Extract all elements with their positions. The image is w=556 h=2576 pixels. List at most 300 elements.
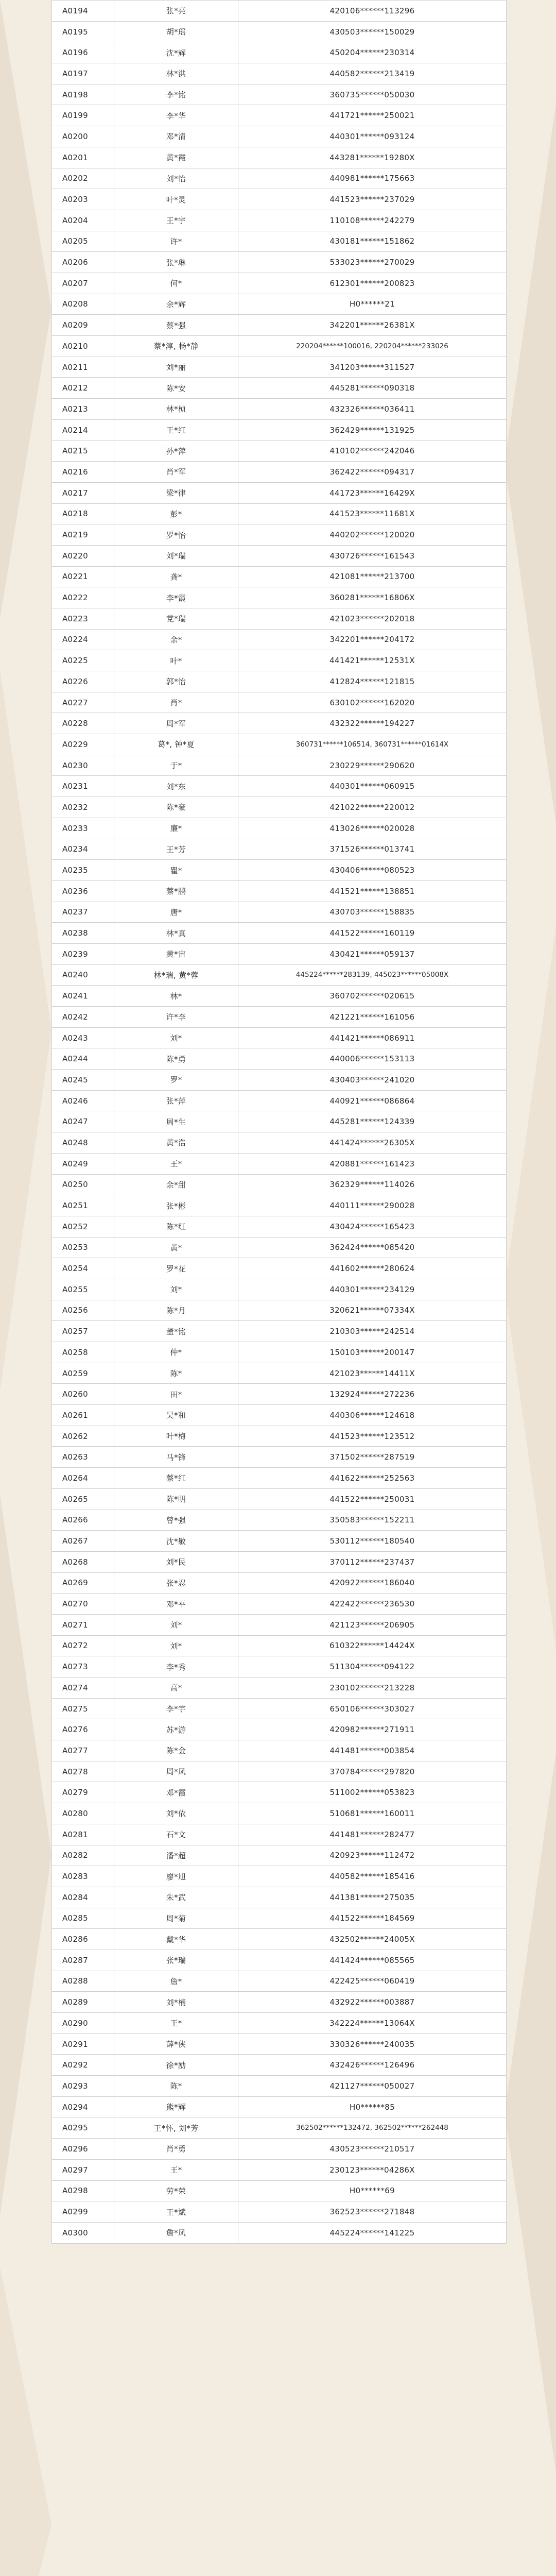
name-cell: 周*菊 — [114, 1908, 238, 1929]
table-row — [52, 524, 507, 546]
table-row — [52, 1258, 507, 1279]
id-number-cell: 421023******14411X — [238, 1363, 507, 1384]
record-id-cell: A0254 — [52, 1258, 114, 1279]
id-number-cell: 220204******100016, 220204******233026 — [238, 336, 507, 357]
name-cell: 曾*强 — [114, 1510, 238, 1531]
name-cell: 罗*花 — [114, 1258, 238, 1279]
table-row — [52, 440, 507, 462]
name-cell: 王*斌 — [114, 2201, 238, 2223]
record-id-cell: A0219 — [52, 524, 114, 546]
table-row — [52, 692, 507, 713]
table-row — [52, 419, 507, 440]
record-id-cell: A0295 — [52, 2117, 114, 2139]
record-id-cell: A0211 — [52, 357, 114, 378]
table-row — [52, 462, 507, 483]
table-row — [52, 545, 507, 566]
name-cell: 林* — [114, 986, 238, 1007]
name-cell: 刘*民 — [114, 1551, 238, 1572]
name-cell: 蔡*红 — [114, 1468, 238, 1489]
record-id-cell: A0226 — [52, 671, 114, 692]
record-id-cell: A0246 — [52, 1090, 114, 1111]
table-row — [52, 1, 507, 22]
table-row — [52, 1153, 507, 1174]
record-id-cell: A0290 — [52, 2013, 114, 2034]
table-row — [52, 1782, 507, 1803]
table-row — [52, 1007, 507, 1028]
table-row — [52, 231, 507, 252]
record-id-cell: A0292 — [52, 2055, 114, 2076]
name-cell: 詹*凤 — [114, 2222, 238, 2243]
record-id-cell: A0221 — [52, 566, 114, 587]
table-row — [52, 168, 507, 189]
id-number-cell: 440582******185416 — [238, 1866, 507, 1887]
name-cell: 周*凤 — [114, 1761, 238, 1782]
name-cell: 周*军 — [114, 713, 238, 734]
id-number-cell: 440306******124618 — [238, 1405, 507, 1426]
name-cell: 刘* — [114, 1279, 238, 1300]
id-number-cell: 441481******282477 — [238, 1824, 507, 1845]
name-cell: 刘*怡 — [114, 168, 238, 189]
table-row — [52, 1740, 507, 1761]
id-number-cell: 132924******272236 — [238, 1384, 507, 1405]
record-id-cell: A0240 — [52, 964, 114, 986]
name-cell: 叶*梅 — [114, 1426, 238, 1447]
table-row — [52, 964, 507, 986]
id-number-cell: 360735******050030 — [238, 84, 507, 105]
table-row — [52, 1048, 507, 1070]
record-id-cell: A0233 — [52, 818, 114, 839]
table-row — [52, 210, 507, 231]
table-row — [52, 1971, 507, 1992]
name-cell: 葛*, 钟*夏 — [114, 734, 238, 755]
id-number-cell: H0******69 — [238, 2180, 507, 2201]
record-id-cell: A0209 — [52, 315, 114, 336]
name-cell: 周*生 — [114, 1111, 238, 1132]
record-id-cell: A0200 — [52, 126, 114, 147]
table-row — [52, 587, 507, 608]
id-number-cell: 360281******16806X — [238, 587, 507, 608]
id-number-cell: 440202******120020 — [238, 524, 507, 546]
name-cell: 罗* — [114, 1070, 238, 1091]
id-number-cell: 440301******234129 — [238, 1279, 507, 1300]
record-id-cell: A0270 — [52, 1594, 114, 1615]
id-number-cell: 450204******230314 — [238, 42, 507, 63]
table-row — [52, 1174, 507, 1195]
table-row — [52, 1090, 507, 1111]
table-row — [52, 1635, 507, 1656]
record-id-cell: A0243 — [52, 1027, 114, 1048]
table-row — [52, 1195, 507, 1216]
record-id-cell: A0273 — [52, 1656, 114, 1677]
record-id-cell: A0198 — [52, 84, 114, 105]
name-cell: 高* — [114, 1677, 238, 1699]
name-cell: 王*芳 — [114, 839, 238, 860]
name-cell: 刘*东 — [114, 776, 238, 797]
record-id-cell: A0260 — [52, 1384, 114, 1405]
id-number-cell: 230229******290620 — [238, 755, 507, 776]
record-id-cell: A0197 — [52, 63, 114, 84]
name-cell: 孙*萍 — [114, 440, 238, 462]
name-cell: 刘*依 — [114, 1803, 238, 1824]
id-number-cell: 420922******186040 — [238, 1572, 507, 1594]
record-id-cell: A0196 — [52, 42, 114, 63]
name-cell: 于* — [114, 755, 238, 776]
name-cell: 刘*丽 — [114, 357, 238, 378]
name-cell: 许* — [114, 231, 238, 252]
record-id-cell: A0266 — [52, 1510, 114, 1531]
record-id-cell: A0263 — [52, 1447, 114, 1468]
table-row — [52, 1447, 507, 1468]
record-id-cell: A0194 — [52, 1, 114, 22]
id-number-cell: 430503******150029 — [238, 21, 507, 42]
table-row — [52, 1237, 507, 1258]
table-row — [52, 797, 507, 818]
table-row — [52, 378, 507, 399]
id-number-cell: 533023******270029 — [238, 252, 507, 273]
id-number-cell: 440301******093124 — [238, 126, 507, 147]
record-id-cell: A0224 — [52, 629, 114, 650]
name-cell: 刘*楠 — [114, 1992, 238, 2013]
record-id-cell: A0294 — [52, 2096, 114, 2117]
record-id-cell: A0217 — [52, 482, 114, 503]
table-row — [52, 294, 507, 315]
table-row — [52, 315, 507, 336]
name-cell: 薛*侠 — [114, 2033, 238, 2055]
id-number-cell: 432426******126496 — [238, 2055, 507, 2076]
id-number-cell: 432322******194227 — [238, 713, 507, 734]
table-row — [52, 1342, 507, 1363]
id-number-cell: 430181******151862 — [238, 231, 507, 252]
name-cell: 石*文 — [114, 1824, 238, 1845]
id-number-cell: 432502******24005X — [238, 1929, 507, 1950]
name-cell: 廖*旭 — [114, 1866, 238, 1887]
name-cell: 仲* — [114, 1342, 238, 1363]
name-cell: 刘* — [114, 1614, 238, 1635]
id-number-cell: 432326******036411 — [238, 399, 507, 420]
name-cell: 蔡*淳, 杨*静 — [114, 336, 238, 357]
record-id-cell: A0207 — [52, 273, 114, 294]
id-number-cell: 441523******123512 — [238, 1426, 507, 1447]
id-number-cell: 341203******311527 — [238, 357, 507, 378]
table-row — [52, 776, 507, 797]
record-id-cell: A0299 — [52, 2201, 114, 2223]
id-number-cell: 440921******086864 — [238, 1090, 507, 1111]
name-cell: 陈*豪 — [114, 797, 238, 818]
name-cell: 黄*霞 — [114, 147, 238, 168]
record-id-cell: A0212 — [52, 378, 114, 399]
table-row — [52, 63, 507, 84]
table-row — [52, 2117, 507, 2139]
name-cell: 蔡*鹏 — [114, 880, 238, 902]
record-id-cell: A0281 — [52, 1824, 114, 1845]
id-number-cell: 421123******206905 — [238, 1614, 507, 1635]
name-cell: 徐*励 — [114, 2055, 238, 2076]
id-number-cell: 420106******113296 — [238, 1, 507, 22]
record-id-cell: A0279 — [52, 1782, 114, 1803]
table-row — [52, 1992, 507, 2013]
name-cell: 廉* — [114, 818, 238, 839]
id-number-cell: 610322******14424X — [238, 1635, 507, 1656]
record-id-cell: A0283 — [52, 1866, 114, 1887]
id-number-cell: 421081******213700 — [238, 566, 507, 587]
table-row — [52, 1719, 507, 1740]
id-number-cell: 430424******165423 — [238, 1216, 507, 1237]
id-number-cell: 443281******19280X — [238, 147, 507, 168]
id-number-cell: 441602******280624 — [238, 1258, 507, 1279]
id-number-cell: 441523******11681X — [238, 503, 507, 524]
record-id-cell: A0249 — [52, 1153, 114, 1174]
id-number-cell: 362422******094317 — [238, 462, 507, 483]
name-cell: 吴*和 — [114, 1405, 238, 1426]
table-row — [52, 126, 507, 147]
id-number-cell: 441622******252563 — [238, 1468, 507, 1489]
name-cell: 罗*怡 — [114, 524, 238, 546]
id-number-cell: 360702******020615 — [238, 986, 507, 1007]
record-id-cell: A0287 — [52, 1950, 114, 1971]
record-id-cell: A0236 — [52, 880, 114, 902]
name-cell: 张*萍 — [114, 1090, 238, 1111]
record-id-cell: A0220 — [52, 545, 114, 566]
record-id-cell: A0242 — [52, 1007, 114, 1028]
name-cell: 李*霞 — [114, 587, 238, 608]
record-id-cell: A0271 — [52, 1614, 114, 1635]
name-cell: 林*洪 — [114, 63, 238, 84]
table-row — [52, 1132, 507, 1154]
name-cell: 李*华 — [114, 105, 238, 126]
name-cell: 劳*荣 — [114, 2180, 238, 2201]
id-number-cell: 430406******080523 — [238, 860, 507, 881]
table-row — [52, 147, 507, 168]
name-cell: 叶* — [114, 650, 238, 671]
name-cell: 张*琳 — [114, 252, 238, 273]
name-cell: 肖* — [114, 692, 238, 713]
table-row — [52, 399, 507, 420]
id-number-cell: 350583******152211 — [238, 1510, 507, 1531]
name-cell: 刘* — [114, 1027, 238, 1048]
record-id-cell: A0216 — [52, 462, 114, 483]
id-number-cell: 440981******175663 — [238, 168, 507, 189]
record-id-cell: A0205 — [52, 231, 114, 252]
record-id-cell: A0229 — [52, 734, 114, 755]
id-number-cell: 362424******085420 — [238, 1237, 507, 1258]
record-id-cell: A0291 — [52, 2033, 114, 2055]
table-row — [52, 273, 507, 294]
name-cell: 黄* — [114, 1237, 238, 1258]
table-row — [52, 2055, 507, 2076]
id-number-cell: 371526******013741 — [238, 839, 507, 860]
name-cell: 许*李 — [114, 1007, 238, 1028]
table-row — [52, 503, 507, 524]
id-number-cell: 412824******121815 — [238, 671, 507, 692]
name-cell: 邓*平 — [114, 1594, 238, 1615]
table-row — [52, 482, 507, 503]
record-id-cell: A0252 — [52, 1216, 114, 1237]
name-cell: 潘*超 — [114, 1845, 238, 1866]
id-number-cell: 430421******059137 — [238, 943, 507, 964]
record-id-cell: A0239 — [52, 943, 114, 964]
name-cell: 余*甜 — [114, 1174, 238, 1195]
table-row — [52, 566, 507, 587]
name-cell: 陈*月 — [114, 1300, 238, 1321]
table-row — [52, 1216, 507, 1237]
id-number-cell: 441523******237029 — [238, 189, 507, 210]
table-row — [52, 860, 507, 881]
record-id-cell: A0267 — [52, 1531, 114, 1552]
name-cell: 王*宇 — [114, 210, 238, 231]
table-row — [52, 1908, 507, 1929]
record-id-cell: A0201 — [52, 147, 114, 168]
name-cell: 黄*宙 — [114, 943, 238, 964]
record-id-cell: A0296 — [52, 2139, 114, 2160]
record-id-cell: A0250 — [52, 1174, 114, 1195]
table-row — [52, 629, 507, 650]
table-row — [52, 2013, 507, 2034]
id-number-cell: 342224******13064X — [238, 2013, 507, 2034]
id-number-cell: 422425******060419 — [238, 1971, 507, 1992]
name-cell: 陈* — [114, 2076, 238, 2097]
record-id-cell: A0268 — [52, 1551, 114, 1572]
table-row — [52, 1300, 507, 1321]
id-number-cell: 441522******160119 — [238, 923, 507, 944]
table-row — [52, 2033, 507, 2055]
table-row — [52, 1279, 507, 1300]
record-id-cell: A0258 — [52, 1342, 114, 1363]
name-cell: 詹* — [114, 1971, 238, 1992]
record-id-cell: A0203 — [52, 189, 114, 210]
record-id-cell: A0245 — [52, 1070, 114, 1091]
id-number-cell: 413026******020028 — [238, 818, 507, 839]
table-row — [52, 1887, 507, 1908]
table-row — [52, 1950, 507, 1971]
table-row — [52, 671, 507, 692]
record-id-cell: A0223 — [52, 608, 114, 629]
name-cell: 胡*瑶 — [114, 21, 238, 42]
record-id-cell: A0278 — [52, 1761, 114, 1782]
id-number-cell: 445281******124339 — [238, 1111, 507, 1132]
table-row — [52, 2201, 507, 2223]
id-number-cell: 430403******241020 — [238, 1070, 507, 1091]
table-row — [52, 1656, 507, 1677]
table-row — [52, 839, 507, 860]
table-row — [52, 1488, 507, 1510]
table-row — [52, 1677, 507, 1699]
record-id-cell: A0238 — [52, 923, 114, 944]
table-row — [52, 943, 507, 964]
record-id-cell: A0248 — [52, 1132, 114, 1154]
table-row — [52, 1761, 507, 1782]
table-row — [52, 902, 507, 923]
record-id-cell: A0215 — [52, 440, 114, 462]
name-cell: 李*铭 — [114, 84, 238, 105]
record-id-cell: A0261 — [52, 1405, 114, 1426]
name-cell: 邓*霞 — [114, 1782, 238, 1803]
record-id-cell: A0288 — [52, 1971, 114, 1992]
id-number-cell: 441424******26305X — [238, 1132, 507, 1154]
id-number-cell: 441381******275035 — [238, 1887, 507, 1908]
table-row — [52, 2076, 507, 2097]
name-cell: 陈*金 — [114, 1740, 238, 1761]
id-number-cell: 342201******204172 — [238, 629, 507, 650]
id-number-cell: 362429******131925 — [238, 419, 507, 440]
record-id-cell: A0228 — [52, 713, 114, 734]
id-number-cell: 511002******053823 — [238, 1782, 507, 1803]
id-number-cell: 330326******240035 — [238, 2033, 507, 2055]
record-id-cell: A0297 — [52, 2159, 114, 2180]
record-id-cell: A0225 — [52, 650, 114, 671]
id-number-cell: 362329******114026 — [238, 1174, 507, 1195]
name-cell: 张*亮 — [114, 1, 238, 22]
record-id-cell: A0227 — [52, 692, 114, 713]
id-number-cell: 445281******090318 — [238, 378, 507, 399]
id-number-cell: 441424******085565 — [238, 1950, 507, 1971]
record-id-cell: A0269 — [52, 1572, 114, 1594]
record-id-cell: A0199 — [52, 105, 114, 126]
id-number-cell: 510681******160011 — [238, 1803, 507, 1824]
table-row — [52, 1866, 507, 1887]
table-row — [52, 818, 507, 839]
name-cell: 张*瑞 — [114, 1950, 238, 1971]
table-row — [52, 608, 507, 629]
name-cell: 龚* — [114, 566, 238, 587]
record-id-cell: A0300 — [52, 2222, 114, 2243]
name-cell: 熊*辉 — [114, 2096, 238, 2117]
table-row — [52, 1405, 507, 1426]
name-cell: 陈*勇 — [114, 1048, 238, 1070]
name-cell: 李*宇 — [114, 1698, 238, 1719]
id-number-cell: 445224******283139, 445023******05008X — [238, 964, 507, 986]
table-row — [52, 1363, 507, 1384]
name-cell: 王* — [114, 1153, 238, 1174]
record-id-cell: A0264 — [52, 1468, 114, 1489]
id-number-cell: 441421******12531X — [238, 650, 507, 671]
id-number-cell: 230102******213228 — [238, 1677, 507, 1699]
id-number-cell: 441723******16429X — [238, 482, 507, 503]
name-cell: 刘* — [114, 1635, 238, 1656]
record-id-cell: A0251 — [52, 1195, 114, 1216]
name-cell: 王*红 — [114, 419, 238, 440]
id-number-cell: 511304******094122 — [238, 1656, 507, 1677]
table-row — [52, 2139, 507, 2160]
name-cell: 林*瑞, 黄*蓉 — [114, 964, 238, 986]
table-row — [52, 1321, 507, 1342]
name-cell: 郭*怡 — [114, 671, 238, 692]
name-cell: 沈*辉 — [114, 42, 238, 63]
record-id-cell: A0262 — [52, 1426, 114, 1447]
id-number-cell: 342201******26381X — [238, 315, 507, 336]
record-id-cell: A0275 — [52, 1698, 114, 1719]
table-row — [52, 1510, 507, 1531]
record-id-cell: A0210 — [52, 336, 114, 357]
table-row — [52, 84, 507, 105]
name-cell: 马*锋 — [114, 1447, 238, 1468]
record-id-cell: A0259 — [52, 1363, 114, 1384]
name-cell: 刘*瑞 — [114, 545, 238, 566]
record-id-cell: A0208 — [52, 294, 114, 315]
record-id-cell: A0247 — [52, 1111, 114, 1132]
id-number-cell: 441481******003854 — [238, 1740, 507, 1761]
table-row — [52, 1531, 507, 1552]
id-number-cell: 420923******112472 — [238, 1845, 507, 1866]
table-row — [52, 189, 507, 210]
record-id-cell: A0289 — [52, 1992, 114, 2013]
name-cell: 王* — [114, 2013, 238, 2034]
name-cell: 黄*浩 — [114, 1132, 238, 1154]
name-cell: 陈*红 — [114, 1216, 238, 1237]
id-number-cell: 370784******297820 — [238, 1761, 507, 1782]
table-row — [52, 252, 507, 273]
table-row — [52, 21, 507, 42]
id-number-cell: 432922******003887 — [238, 1992, 507, 2013]
